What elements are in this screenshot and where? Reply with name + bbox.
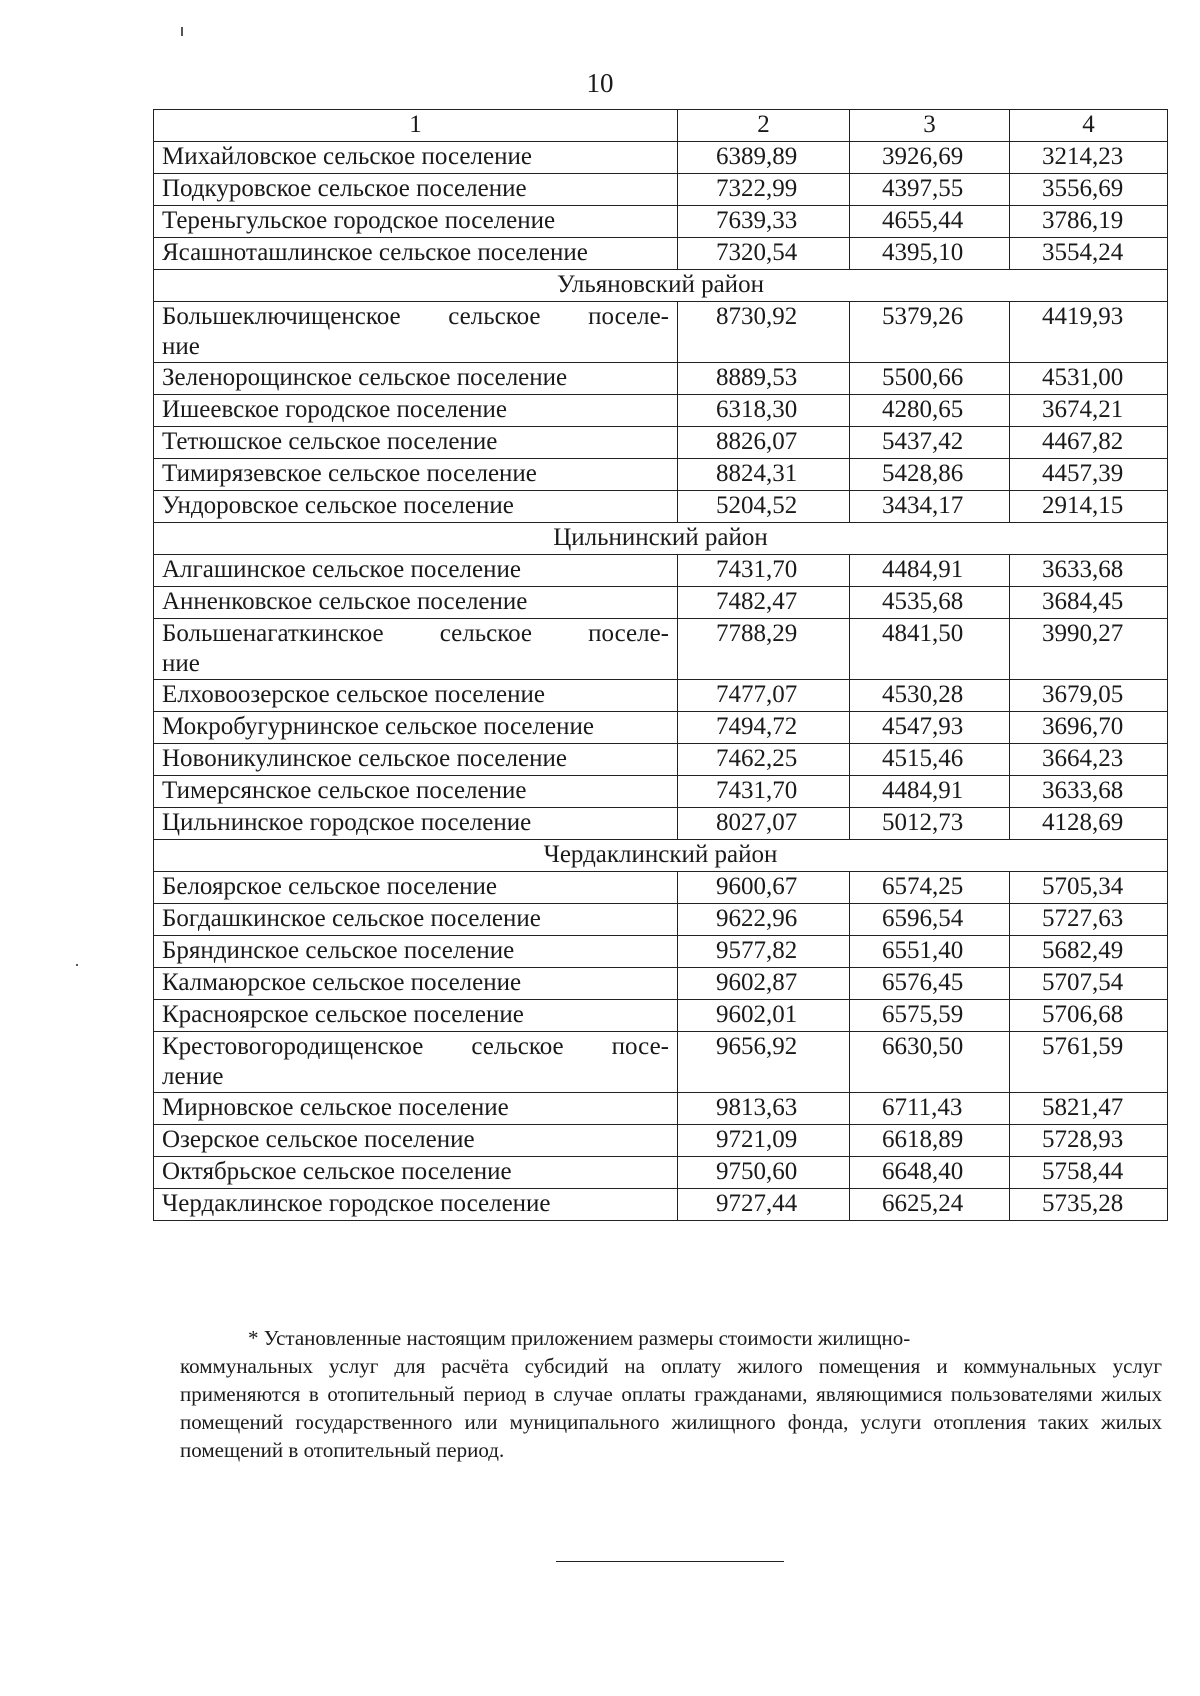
value-col2: 9727,44 xyxy=(678,1189,850,1221)
value-col4: 5758,44 xyxy=(1010,1157,1168,1189)
settlement-name: Ясашноташлинское сельское поселение xyxy=(154,238,678,270)
settlement-name: Ишеевское городское поселение xyxy=(154,395,678,427)
value-col3: 4280,65 xyxy=(850,395,1010,427)
table-row xyxy=(154,968,1168,1000)
settlement-name: Ундоровское сельское поселение xyxy=(154,491,678,523)
settlement-name xyxy=(154,619,678,680)
table-row xyxy=(154,1000,1168,1032)
settlement-name: Мирновское сельское поселение xyxy=(154,1093,678,1125)
table-row xyxy=(154,1189,1168,1221)
table-row xyxy=(154,174,1168,206)
value-col4: 3214,23 xyxy=(1010,142,1168,174)
value-col4: 5682,49 xyxy=(1010,936,1168,968)
value-col4: 5705,34 xyxy=(1010,872,1168,904)
value-col3: 6574,25 xyxy=(850,872,1010,904)
value-col3: 4655,44 xyxy=(850,206,1010,238)
value-col2: 7639,33 xyxy=(678,206,850,238)
settlement-name: Октябрьское сельское поселение xyxy=(154,1157,678,1189)
value-col4: 3684,45 xyxy=(1010,587,1168,619)
value-col2: 9602,87 xyxy=(678,968,850,1000)
district-name: Цильнинский район xyxy=(154,523,1168,555)
settlement-name: Бряндинское сельское поселение xyxy=(154,936,678,968)
table-row xyxy=(154,776,1168,808)
value-col3: 4484,91 xyxy=(850,555,1010,587)
settlement-name: Красноярское сельское поселение xyxy=(154,1000,678,1032)
settlement-name: Тимерсянское сельское поселение xyxy=(154,776,678,808)
settlement-name: Михайловское сельское поселение xyxy=(154,142,678,174)
table-row xyxy=(154,808,1168,840)
table-row xyxy=(154,872,1168,904)
value-col2: 9750,60 xyxy=(678,1157,850,1189)
value-col4: 5706,68 xyxy=(1010,1000,1168,1032)
settlement-name: Богдашкинское сельское поселение xyxy=(154,904,678,936)
district-section-row xyxy=(154,523,1168,555)
value-col4: 5707,54 xyxy=(1010,968,1168,1000)
district-name: Чердаклинский район xyxy=(154,840,1168,872)
value-col3: 5428,86 xyxy=(850,459,1010,491)
value-col4: 3633,68 xyxy=(1010,555,1168,587)
value-col3: 4484,91 xyxy=(850,776,1010,808)
table-row xyxy=(154,142,1168,174)
value-col2: 9721,09 xyxy=(678,1125,850,1157)
settlement-name-line2: ление xyxy=(162,1063,224,1090)
value-col3: 6625,24 xyxy=(850,1189,1010,1221)
value-col4: 5727,63 xyxy=(1010,904,1168,936)
value-col2: 7320,54 xyxy=(678,238,850,270)
settlement-name: Тереньгульское городское поселение xyxy=(154,206,678,238)
rates-table xyxy=(153,109,1168,1221)
value-col2: 9813,63 xyxy=(678,1093,850,1125)
value-col2: 6389,89 xyxy=(678,142,850,174)
value-col4: 4128,69 xyxy=(1010,808,1168,840)
value-col3: 6711,43 xyxy=(850,1093,1010,1125)
footnote xyxy=(180,1324,1162,1464)
settlement-name: Подкуровское сельское поселение xyxy=(154,174,678,206)
value-col4: 4531,00 xyxy=(1010,363,1168,395)
value-col4: 4467,82 xyxy=(1010,427,1168,459)
settlement-name: Тетюшское сельское поселение xyxy=(154,427,678,459)
district-section-row xyxy=(154,270,1168,302)
settlement-name: Мокробугурнинское сельское поселение xyxy=(154,712,678,744)
column-header: 1 xyxy=(154,110,678,142)
value-col2: 7431,70 xyxy=(678,555,850,587)
settlement-name-line1: Крестовогородищенское сельское посе- xyxy=(162,1033,669,1060)
value-col3: 4535,68 xyxy=(850,587,1010,619)
page-number: 10 xyxy=(586,68,614,98)
table-row xyxy=(154,1125,1168,1157)
value-col4: 4457,39 xyxy=(1010,459,1168,491)
value-col4: 5735,28 xyxy=(1010,1189,1168,1221)
value-col4: 2914,15 xyxy=(1010,491,1168,523)
value-col4: 4419,93 xyxy=(1010,302,1168,363)
value-col2: 7477,07 xyxy=(678,680,850,712)
value-col3: 6618,89 xyxy=(850,1125,1010,1157)
table-row xyxy=(154,395,1168,427)
value-col3: 6576,45 xyxy=(850,968,1010,1000)
closing-rule xyxy=(556,1561,784,1562)
column-header: 4 xyxy=(1010,110,1168,142)
settlement-name: Анненковское сельское поселение xyxy=(154,587,678,619)
table-row xyxy=(154,1093,1168,1125)
table-row xyxy=(154,1032,1168,1093)
value-col3: 3434,17 xyxy=(850,491,1010,523)
value-col3: 6648,40 xyxy=(850,1157,1010,1189)
value-col3: 4841,50 xyxy=(850,619,1010,680)
settlement-name-line1: Большеключищенское сельское поселе- xyxy=(162,303,669,330)
value-col3: 6596,54 xyxy=(850,904,1010,936)
value-col2: 5204,52 xyxy=(678,491,850,523)
settlement-name: Калмаюрское сельское поселение xyxy=(154,968,678,1000)
settlement-name: Цильнинское городское поселение xyxy=(154,808,678,840)
table-row xyxy=(154,619,1168,680)
settlement-name: Елховоозерское сельское поселение xyxy=(154,680,678,712)
table-row xyxy=(154,744,1168,776)
table-row xyxy=(154,904,1168,936)
settlement-name-line2: ние xyxy=(162,333,200,360)
table-row xyxy=(154,363,1168,395)
footnote-text: коммунальных услуг для расчёта субсидий на оплату жилого помещения и коммунальных услуг применяются в отопительный период в случае оплаты гражданами, являющимися пользователями жилых помещений государственного или муниципального жилищного фонда, услуги отопления таких жилых помещений в отопительный период. xyxy=(180,1354,1162,1462)
table-row xyxy=(154,680,1168,712)
value-col3: 5500,66 xyxy=(850,363,1010,395)
value-col4: 5821,47 xyxy=(1010,1093,1168,1125)
value-col3: 4397,55 xyxy=(850,174,1010,206)
value-col3: 3926,69 xyxy=(850,142,1010,174)
value-col2: 7462,25 xyxy=(678,744,850,776)
table-row xyxy=(154,936,1168,968)
table-row xyxy=(154,555,1168,587)
value-col2: 7431,70 xyxy=(678,776,850,808)
value-col3: 4547,93 xyxy=(850,712,1010,744)
settlement-name: Белоярское сельское поселение xyxy=(154,872,678,904)
table-row xyxy=(154,712,1168,744)
table-body xyxy=(154,142,1168,1221)
value-col3: 6551,40 xyxy=(850,936,1010,968)
table-row xyxy=(154,206,1168,238)
table-header-row xyxy=(154,110,1168,142)
value-col2: 6318,30 xyxy=(678,395,850,427)
value-col2: 9656,92 xyxy=(678,1032,850,1093)
value-col2: 7494,72 xyxy=(678,712,850,744)
value-col4: 3554,24 xyxy=(1010,238,1168,270)
column-header: 2 xyxy=(678,110,850,142)
value-col2: 8027,07 xyxy=(678,808,850,840)
settlement-name xyxy=(154,302,678,363)
table-row xyxy=(154,427,1168,459)
district-section-row xyxy=(154,840,1168,872)
scan-mark xyxy=(181,27,183,36)
settlement-name-line2: ние xyxy=(162,650,200,677)
value-col2: 9602,01 xyxy=(678,1000,850,1032)
value-col2: 7788,29 xyxy=(678,619,850,680)
value-col2: 8730,92 xyxy=(678,302,850,363)
settlement-name: Чердаклинское городское поселение xyxy=(154,1189,678,1221)
value-col4: 3696,70 xyxy=(1010,712,1168,744)
table-row xyxy=(154,1157,1168,1189)
column-header: 3 xyxy=(850,110,1010,142)
value-col2: 9622,96 xyxy=(678,904,850,936)
value-col2: 8889,53 xyxy=(678,363,850,395)
settlement-name: Тимирязевское сельское поселение xyxy=(154,459,678,491)
value-col4: 3990,27 xyxy=(1010,619,1168,680)
value-col2: 9600,67 xyxy=(678,872,850,904)
value-col3: 4530,28 xyxy=(850,680,1010,712)
table-row xyxy=(154,491,1168,523)
value-col4: 3674,21 xyxy=(1010,395,1168,427)
scan-mark xyxy=(76,964,78,966)
settlement-name: Алгашинское сельское поселение xyxy=(154,555,678,587)
table-row xyxy=(154,459,1168,491)
value-col4: 3679,05 xyxy=(1010,680,1168,712)
settlement-name: Новоникулинское сельское поселение xyxy=(154,744,678,776)
value-col2: 8824,31 xyxy=(678,459,850,491)
value-col4: 3664,23 xyxy=(1010,744,1168,776)
value-col3: 5437,42 xyxy=(850,427,1010,459)
value-col2: 7322,99 xyxy=(678,174,850,206)
value-col4: 3633,68 xyxy=(1010,776,1168,808)
table-row xyxy=(154,238,1168,270)
value-col3: 5379,26 xyxy=(850,302,1010,363)
value-col3: 4515,46 xyxy=(850,744,1010,776)
table-row xyxy=(154,587,1168,619)
settlement-name-line1: Большенагаткинское сельское поселе- xyxy=(162,620,669,647)
value-col3: 4395,10 xyxy=(850,238,1010,270)
settlement-name: Зеленорощинское сельское поселение xyxy=(154,363,678,395)
value-col4: 3556,69 xyxy=(1010,174,1168,206)
value-col4: 5761,59 xyxy=(1010,1032,1168,1093)
settlement-name xyxy=(154,1032,678,1093)
value-col2: 7482,47 xyxy=(678,587,850,619)
value-col2: 8826,07 xyxy=(678,427,850,459)
value-col3: 6630,50 xyxy=(850,1032,1010,1093)
district-name: Ульяновский район xyxy=(154,270,1168,302)
footnote-first-line: * Установленные настоящим приложением размеры стоимости жилищно- xyxy=(248,1326,911,1350)
value-col2: 9577,82 xyxy=(678,936,850,968)
table-row xyxy=(154,302,1168,363)
value-col4: 5728,93 xyxy=(1010,1125,1168,1157)
value-col3: 6575,59 xyxy=(850,1000,1010,1032)
value-col4: 3786,19 xyxy=(1010,206,1168,238)
settlement-name: Озерское сельское поселение xyxy=(154,1125,678,1157)
value-col3: 5012,73 xyxy=(850,808,1010,840)
